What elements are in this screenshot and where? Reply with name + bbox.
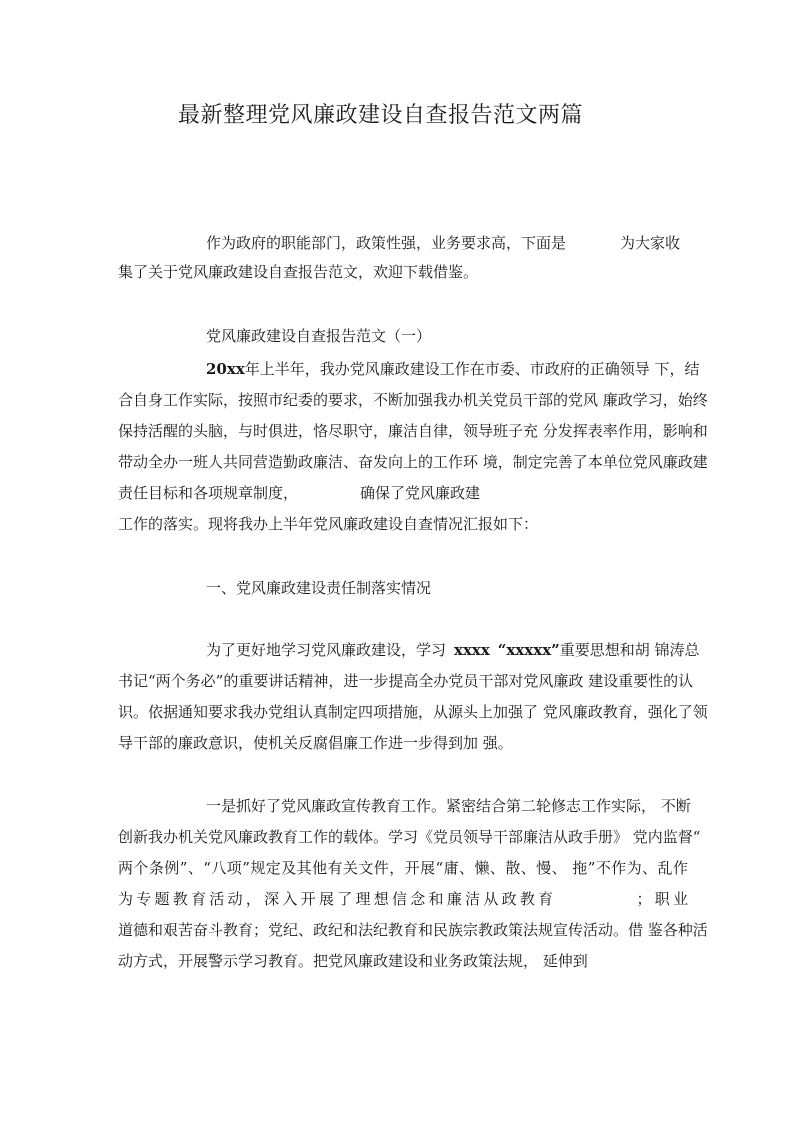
intro-line-1 (206, 234, 688, 252)
p1-line-5 (118, 484, 688, 502)
p2-line-4: 导干部的廉政意识，使机关反腐倡廉工作进一步得到加 强。 (118, 734, 513, 752)
p1-year: 20xx (206, 360, 245, 378)
p2-line-3: 识。依据通知要求我办党组认真制定四项措施，从源头上加强了 党风廉政教育，强化了领 (118, 703, 708, 721)
p1-line-3: 保持活醒的头脑，与时俱进，恪尽职守，廉洁自律，领导班子充 分发挥表率作用，影响和 (118, 422, 708, 440)
p1-line-1-text: 年上半年，我办党风廉政建设工作在市委、市政府的正确领导 下，结 (244, 360, 700, 378)
p3-line-5: 道德和艰苦奋斗教育；党纪、政纪和法纪教育和民族宗教政策法规宣传活动。借 鉴各种活 (118, 921, 708, 939)
p3-line-6: 动方式，开展警示学习教育。把党风廉政建设和业务政策法规， 延伸到 (118, 952, 588, 970)
document-title: 最新整理党风廉政建设自查报告范文两篇 (178, 103, 584, 128)
p3-line-3: 两个条例”、“八项”规定及其他有关文件，开展“庸、懒、散、慢、 拖”不作为、乱作 (118, 859, 688, 877)
section-title-1: 党风廉政建设自查报告范文（一） (206, 327, 432, 345)
p1-line-5-b: 确保了党风廉政建 (360, 484, 481, 502)
p2-line-1-text: 为了更好地学习党风廉政建设，学习 (206, 641, 447, 659)
p3-line-1: 一是抓好了党风廉政宣传教育工作。紧密结合第二轮修志工作实际， 不断 (206, 797, 691, 815)
p1-line-2: 合自身工作实际，按照市纪委的要求，不断加强我办机关党员干部的党风 廉政学习，始终 (118, 391, 708, 409)
p3-line-4 (118, 890, 688, 908)
p2-line-1 (206, 641, 700, 659)
p2-bold-1: xxxx (454, 641, 490, 659)
intro-line-2: 集了关于党风廉政建设自查报告范文，欢迎下载借鉴。 (118, 263, 479, 281)
intro-text-a: 作为政府的职能部门，政策性强，业务要求高，下面是 (206, 234, 567, 252)
p1-line-5-a: 责任目标和各项规章制度， (118, 484, 299, 502)
p3-line-4-a: 为专题教育活动，深入开展了理想信念和廉洁从政教育 (118, 890, 557, 908)
p3-line-2: 创新我办机关党风廉政教育工作的载体。学习《党员领导干部廉洁从政手册》 党内监督“ (118, 828, 701, 846)
intro-text-b: 为大家收 (620, 234, 681, 252)
p2-line-1-end: 重要思想和胡 锦涛总 (559, 641, 700, 659)
p2-line-2: 书记“两个务必”的重要讲话精神，进一步提高全办党员干部对党风廉政 建设重要性的认 (118, 672, 694, 690)
p2-bold-2: “xxxxx” (497, 641, 560, 659)
p1-line-6: 工作的落实。现将我办上半年党风廉政建设自查情况汇报如下： (118, 515, 539, 533)
p1-line-4: 带动全办一班人共同营造勤政廉洁、奋发向上的工作环 境，制定完善了本单位党风廉政建 (118, 453, 708, 471)
p3-line-4-b: ；职业 (636, 890, 688, 908)
p1-line-1 (206, 360, 700, 378)
heading-responsibility: 一、党风廉政建设责任制落实情况 (206, 579, 432, 597)
